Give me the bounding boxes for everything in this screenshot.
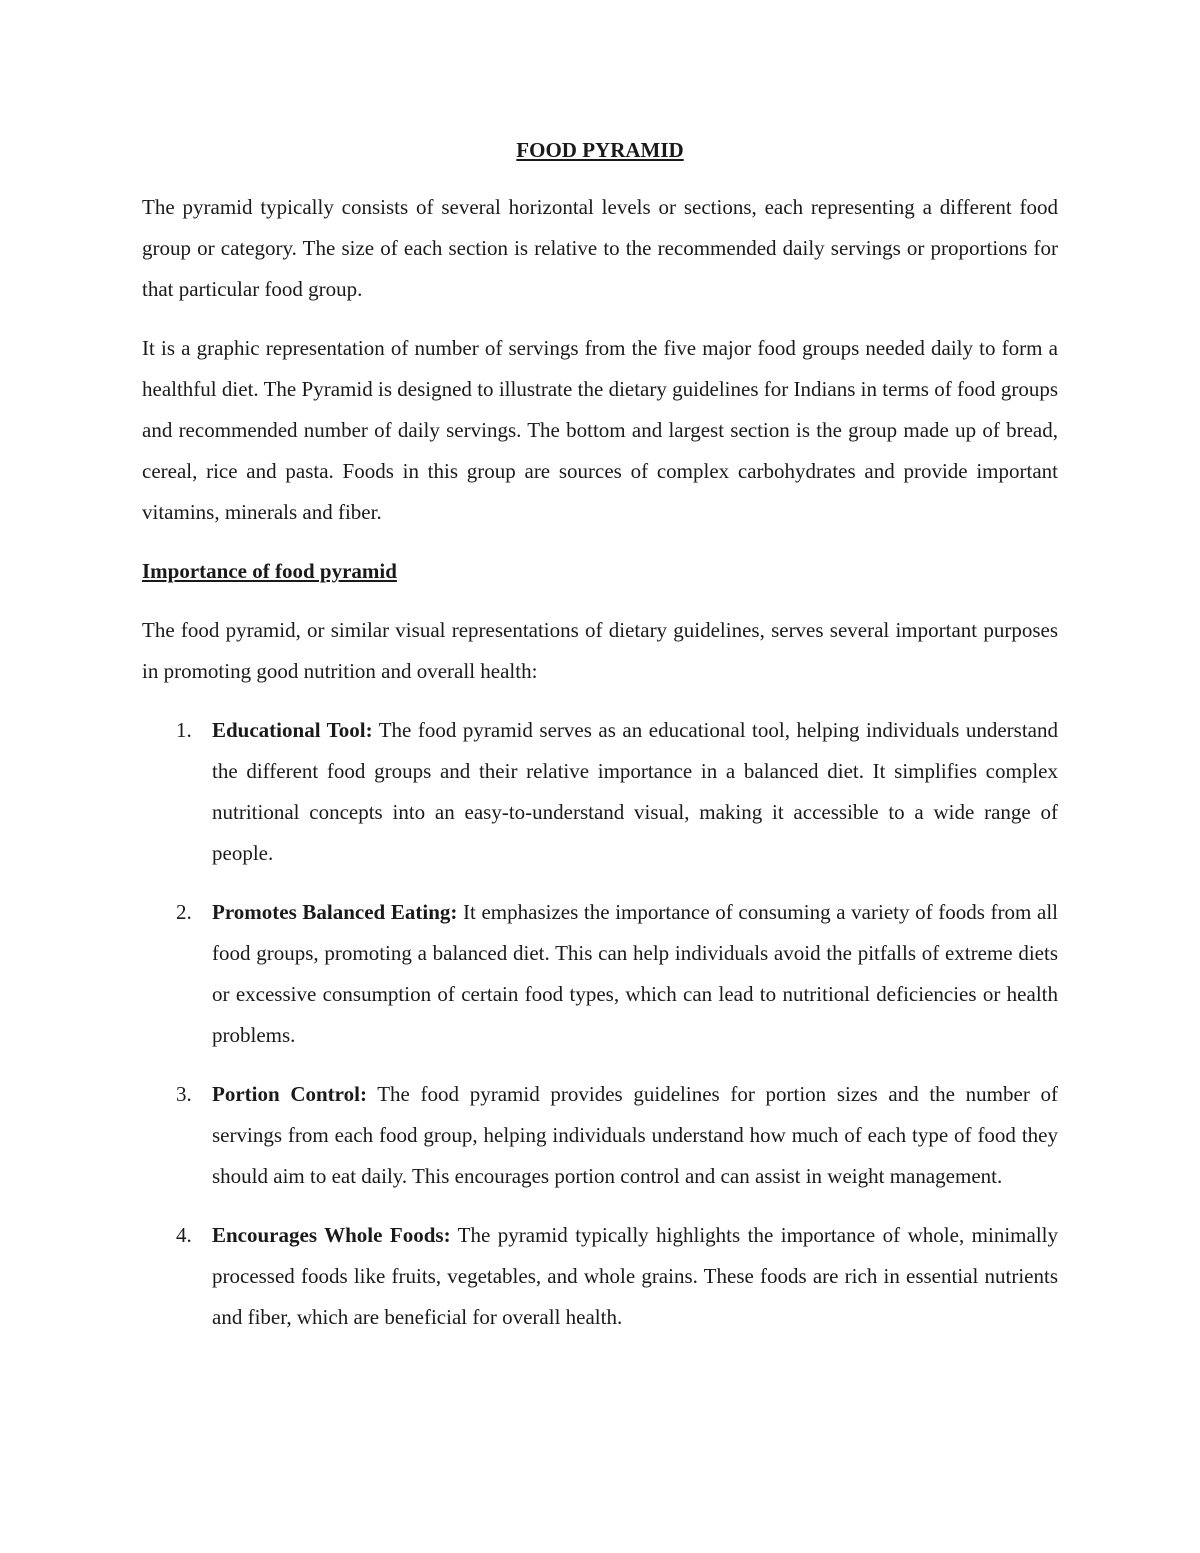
section-heading: Importance of food pyramid — [142, 559, 397, 583]
list-item-number: 3. — [176, 1082, 192, 1106]
list-item — [142, 892, 1058, 1056]
document-page — [142, 140, 1058, 1356]
list-item-term: Encourages Whole Foods: — [212, 1223, 451, 1247]
list-item-text: The pyramid typically highlights the importance of whole, minimally processed foods like fruits, vegetables, and whole grains. These foods are rich in essential nutrients and fiber, which are beneficial for overall health. — [212, 1223, 1058, 1329]
document-title: FOOD PYRAMID — [516, 138, 684, 162]
list-item — [142, 1215, 1058, 1338]
list-item-text: It emphasizes the importance of consuming a variety of foods from all food groups, promoting a balanced diet. This can help individuals avoid the pitfalls of extreme diets or excessive consumption of certain food types, which can lead to nutritional deficiencies or health problems. — [212, 900, 1058, 1047]
section-intro-paragraph: The food pyramid, or similar visual representations of dietary guidelines, serves several important purposes in promoting good nutrition and overall health: — [142, 618, 1058, 683]
list-item-number: 2. — [176, 900, 192, 924]
list-item-term: Portion Control: — [212, 1082, 367, 1106]
list-item-term: Promotes Balanced Eating: — [212, 900, 458, 924]
list-item-number: 4. — [176, 1223, 192, 1247]
intro-paragraph-1: The pyramid typically consists of several horizontal levels or sections, each representing a different food group or category. The size of each section is relative to the recommended daily servings or proportions for that particular food group. — [142, 195, 1058, 301]
list-item — [142, 1074, 1058, 1197]
importance-list — [142, 710, 1058, 1338]
list-item-number: 1. — [176, 718, 192, 742]
list-item-text: The food pyramid provides guidelines for portion sizes and the number of servings from each food group, helping individuals understand how much of each type of food they should aim to eat daily. This encourages portion control and can assist in weight management. — [212, 1082, 1058, 1188]
intro-paragraph-2: It is a graphic representation of number of servings from the five major food groups needed daily to form a healthful diet. The Pyramid is designed to illustrate the dietary guidelines for Indians in terms of food groups and recommended number of daily servings. The bottom and largest section is the group made up of bread, cereal, rice and pasta. Foods in this group are sources of complex carbohydrates and provide important vitamins, minerals and fiber. — [142, 336, 1058, 524]
list-item-term: Educational Tool: — [212, 718, 373, 742]
list-item — [142, 710, 1058, 874]
list-item-text: The food pyramid serves as an educational tool, helping individuals understand the different food groups and their relative importance in a balanced diet. It simplifies complex nutritional concepts into an easy-to-understand visual, making it accessible to a wide range of people. — [212, 718, 1058, 865]
